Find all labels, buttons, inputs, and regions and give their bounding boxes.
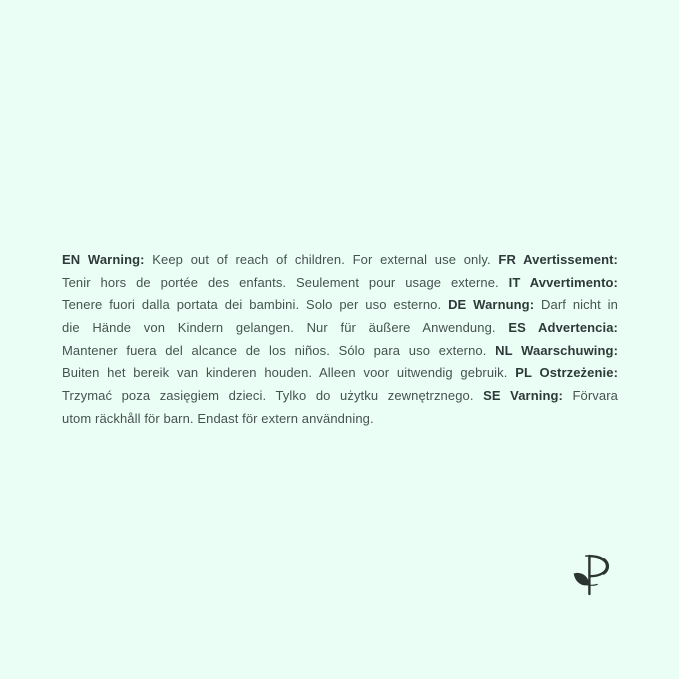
- warning-line: [62, 362, 618, 385]
- warning-text: Darf nicht in: [534, 297, 618, 313]
- language-warning-label: DE Warnung:: [448, 297, 535, 313]
- warning-text: die Hände von Kindern gelangen. Nur für äußere Anwendung.: [62, 320, 509, 336]
- language-warning-label: PL Ostrzeżenie:: [515, 365, 618, 381]
- warning-text: Förvara: [562, 388, 618, 404]
- warning-line: [62, 272, 618, 295]
- warning-line: [62, 317, 618, 340]
- warning-line: [62, 294, 618, 317]
- language-warning-label: EN Warning:: [62, 252, 145, 267]
- warning-text: Keep out of reach of children. For external use only.: [144, 252, 499, 267]
- warning-text: Tenir hors de portée des enfants. Seulement pour usage externe.: [62, 274, 509, 290]
- warning-line: [62, 408, 618, 431]
- warning-line: [62, 385, 618, 408]
- warning-text-block: [62, 249, 618, 431]
- warning-text: utom räckhåll för barn. Endast för extern användning.: [62, 410, 374, 426]
- warning-line: [62, 340, 618, 363]
- warning-text: Trzymać poza zasięgiem dzieci. Tylko do użytku zewnętrznego.: [62, 388, 484, 404]
- warning-line: [62, 249, 618, 272]
- language-warning-label: SE Varning:: [483, 388, 563, 404]
- language-warning-label: ES Advertencia:: [508, 320, 618, 336]
- warning-text: Buiten het bereik van kinderen houden. Alleen voor uitwendig gebruik.: [62, 365, 516, 381]
- leaf-p-monogram-icon: [569, 553, 613, 597]
- language-warning-label: NL Waarschuwing:: [495, 342, 618, 358]
- warning-text: Tenere fuori dalla portata dei bambini. Solo per uso esterno.: [62, 297, 449, 313]
- warning-text: Mantener fuera del alcance de los niños. Sólo para uso externo.: [62, 342, 496, 358]
- brand-logo: [569, 553, 613, 597]
- language-warning-label: IT Avvertimento:: [508, 274, 618, 290]
- language-warning-label: FR Avertissement:: [498, 252, 618, 267]
